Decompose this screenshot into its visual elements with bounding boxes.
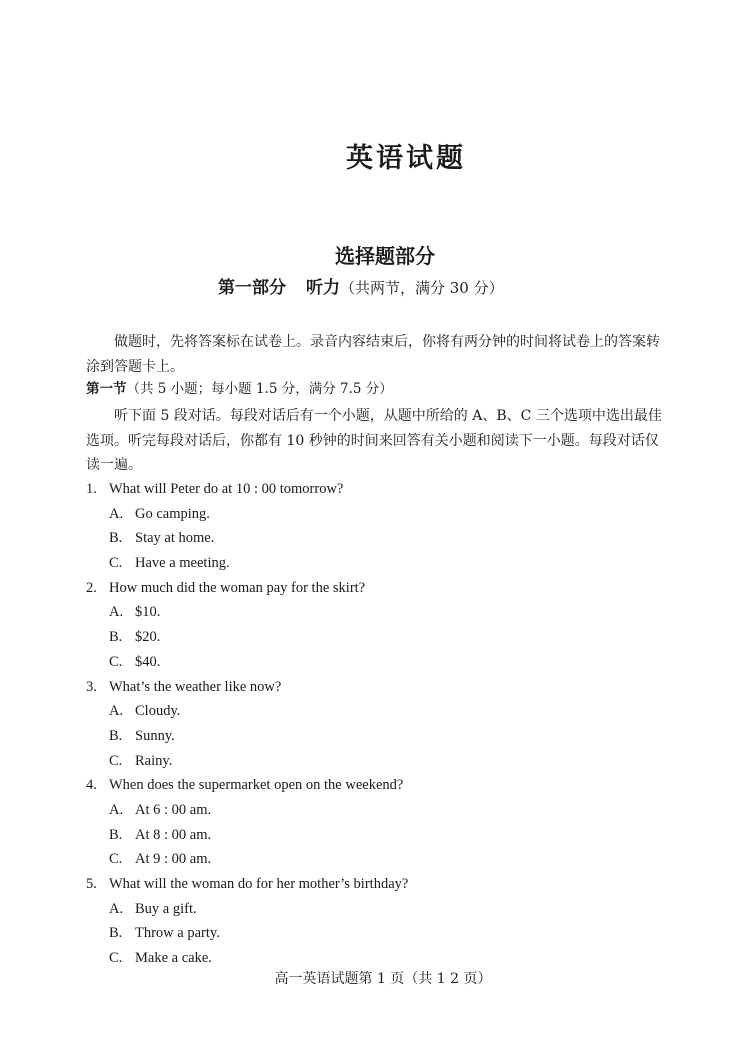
question-item <box>86 675 686 774</box>
question-stem <box>86 773 686 798</box>
option-text: Rainy. <box>135 752 173 769</box>
answer-option <box>86 625 686 650</box>
option-text: Buy a gift. <box>135 900 197 917</box>
answer-option <box>86 650 686 675</box>
option-letter: B. <box>109 826 123 843</box>
answer-option <box>86 847 686 872</box>
option-letter: C. <box>109 653 123 670</box>
option-text: At 9 : 00 am. <box>135 851 212 868</box>
part-heading <box>218 273 504 298</box>
answer-option <box>86 749 686 774</box>
option-text: $10. <box>135 604 161 621</box>
section1-note: （共 5 小题；每小题 1.5 分，满分 7.5 分） <box>126 381 393 397</box>
answer-option <box>86 724 686 749</box>
question-number: 3. <box>86 678 97 695</box>
option-text: Have a meeting. <box>135 555 230 572</box>
part-note: （共两节，满分 30 分） <box>340 279 504 297</box>
question-number: 5. <box>86 876 97 892</box>
answer-option <box>86 600 686 625</box>
exam-title: 英语试题 <box>346 143 466 174</box>
option-letter: B. <box>109 530 123 547</box>
option-text: Throw a party. <box>135 925 220 942</box>
question-text: How much did the woman pay for the skirt? <box>109 579 366 596</box>
question-text: When does the supermarket open on the weekend? <box>109 777 404 794</box>
option-letter: A. <box>109 801 124 818</box>
instructions-paragraph: 做题时，先将答案标在试卷上。录音内容结束后，你将有两分钟的时间将试卷上的答案转涂到答题卡上。 <box>86 334 660 375</box>
option-letter: A. <box>109 505 124 522</box>
question-text: What’s the weather like now? <box>109 678 282 695</box>
option-letter: B. <box>109 925 123 942</box>
question-number: 4. <box>86 777 97 794</box>
question-item <box>86 872 686 971</box>
question-stem <box>86 477 686 502</box>
question-number: 2. <box>86 579 97 596</box>
answer-option <box>86 699 686 724</box>
option-text: Make a cake. <box>135 950 212 967</box>
option-text: At 8 : 00 am. <box>135 826 212 843</box>
question-item <box>86 576 686 675</box>
question-item <box>86 477 686 576</box>
option-letter: A. <box>109 900 124 917</box>
answer-option <box>86 798 686 823</box>
question-number: 1. <box>86 481 97 497</box>
question-stem <box>86 872 686 897</box>
option-text: Sunny. <box>135 727 175 744</box>
option-letter: C. <box>109 752 123 769</box>
option-text: $40. <box>135 653 161 670</box>
option-text: Go camping. <box>135 505 210 522</box>
page-footer: 高一英语试题第 1 页（共 1 2 页） <box>274 971 492 987</box>
option-letter: A. <box>109 703 124 720</box>
answer-option <box>86 823 686 848</box>
option-text: Stay at home. <box>135 530 215 547</box>
section1-label: 第一节 <box>86 381 127 397</box>
option-text: $20. <box>135 629 161 646</box>
section1-directions: 听下面 5 段对话。每段对话后有一个小题，从题中所给的 A、B、C 三个选项中选出最佳选项。听完每段对话后，你都有 10 秒钟的时间来回答有关小题和阅读下一小题。每段对话仅读一遍。 <box>86 408 662 473</box>
section1-heading <box>86 377 670 402</box>
answer-option <box>86 526 686 551</box>
question-text: What will the woman do for her mother’s birthday? <box>109 876 409 892</box>
answer-option <box>86 551 686 576</box>
question-list <box>86 477 686 971</box>
answer-option <box>86 502 686 527</box>
part-name: 第一部分 <box>218 278 286 298</box>
option-text: At 6 : 00 am. <box>135 801 212 818</box>
option-letter: C. <box>109 555 123 572</box>
question-stem <box>86 675 686 700</box>
question-stem <box>86 576 686 601</box>
answer-option <box>86 897 686 922</box>
option-text: Cloudy. <box>135 703 181 720</box>
answer-option <box>86 921 686 946</box>
option-letter: A. <box>109 604 124 621</box>
option-letter: B. <box>109 727 123 744</box>
question-item <box>86 773 686 872</box>
option-letter: C. <box>109 950 123 967</box>
part-subject: 听力 <box>306 278 340 298</box>
option-letter: C. <box>109 851 123 868</box>
section-title: 选择题部分 <box>335 244 435 268</box>
option-letter: B. <box>109 629 123 646</box>
question-text: What will Peter do at 10 : 00 tomorrow? <box>109 481 344 497</box>
